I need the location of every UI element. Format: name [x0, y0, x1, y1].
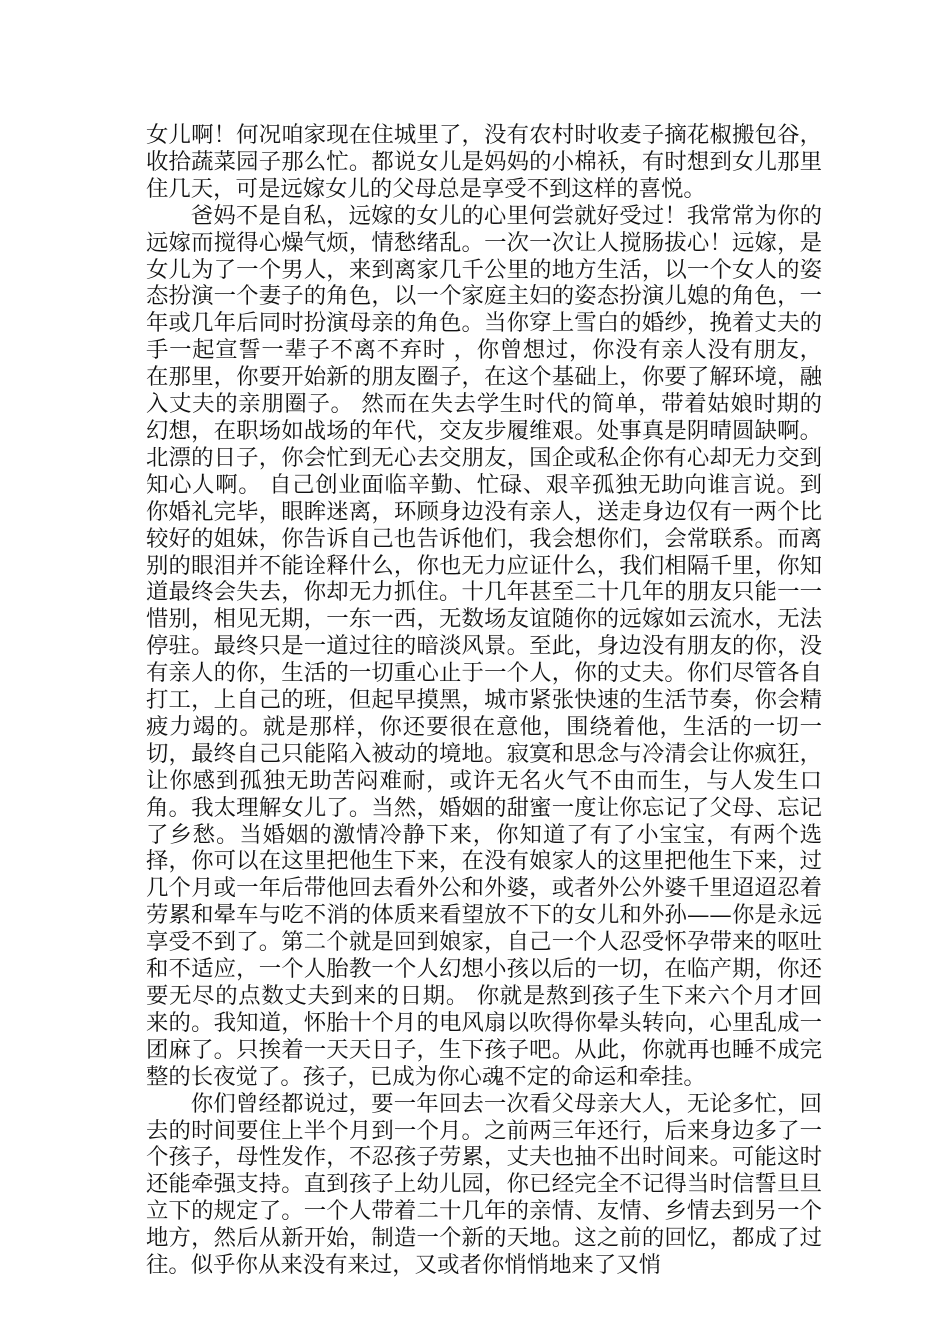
document-page: [146, 122, 822, 1279]
paragraph-2: 爸妈不是自私，远嫁的女儿的心里何尝就好受过！我常常为你的远嫁而搅得心燥气烦，情愁绪乱。一次一次让人搅肠拔心！远嫁，是女儿为了一个男人，来到离家几千公里的地方生活，以一个女人的姿态扮演一个妻子的角色，以一个家庭主妇的姿态扮演儿媳的角色，一年或几年后同时扮演母亲的角色。当你穿上雪白的婚纱，挽着丈夫的手一起宣誓一辈子不离不弃时 ，你曾想过，你没有亲人没有朋友， 在那里，你要开始新的朋友圈子，在这个基础上，你要了解环境，融入丈夫的亲朋圈子。 然而在失去学生时代的简单，带着姑娘时期的幻想，在职场如战场的年代，交友步履维艰。处事真是阴晴圆缺啊。北漂的日子，你会忙到无心去交朋友，国企或私企你有心却无力交到知心人啊。 自己创业面临辛勤、忙碌、艰辛孤独无助向谁言说。到你婚礼完毕，眼眸迷离，环顾身边没有亲人，送走身边仅有一两个比较好的姐妹，你告诉自己也告诉他们，我会想你们，会常联系。而离别的眼泪并不能诠释什么，你也无力应证什么，我们相隔千里，你知道最终会失去，你却无力抓住。十几年甚至二十几年的朋友只能一一惜别，相见无期，一东一西，无数场友谊随你的远嫁如云流水，无法停驻。最终只是一道过往的暗淡风景。至此，身边没有朋友的你，没有亲人的你，生活的一切重心止于一个人，你的丈夫。你们尽管各自打工，上自己的班，但起早摸黑，城市紧张快速的生活节奏，你会精疲力竭的。就是那样，你还要很在意他，围绕着他，生活的一切一切，最终自己只能陷入被动的境地。寂寞和思念与冷清会让你疯狂，让你感到孤独无助苦闷难耐，或许无名火气不由而生，与人发生口角。我太理解女儿了。当然，婚姻的甜蜜一度让你忘记了父母、忘记了乡愁。当婚姻的激情冷静下来，你知道了有了小宝宝，有两个选择，你可以在这里把他生下来，在没有娘家人的这里把他生下来，过几个月或一年后带他回去看外公和外婆，或者外公外婆千里迢迢忍着劳累和晕车与吃不消的体质来看望放不下的女儿和外孙——你是永远享受不到了。第二个就是回到娘家，自己一个人忍受怀孕带来的呕吐和不适应，一个人胎教一个人幻想小孩以后的一切，在临产期，你还要无尽的点数丈夫到来的日期。 你就是熬到孩子生下来六个月才回来的。我知道，怀胎十个月的电风扇以吹得你晕头转向，心里乱成一团麻了。只挨着一天天日子，生下孩子吧。从此，你就再也睡不成完整的长夜觉了。孩子，已成为你心魂不定的命运和牵挂。: [146, 202, 822, 1090]
paragraph-3: 你们曾经都说过，要一年回去一次看父母亲大人，无论多忙，回去的时间要住上半个月到一个月。之前两三年还行，后来身边多了一个孩子，母性发作，不忍孩子劳累，丈夫也抽不出时间来。可能这时还能牵强支持。直到孩子上幼儿园，你已经完全不记得当时信誓旦旦立下的规定了。一个人带着二十几年的亲情、友情、乡情去到另一个地方，然后从新开始，制造一个新的天地。这之前的回忆，都成了过往。似乎你从来没有来过，又或者你悄悄地来了又悄: [146, 1090, 822, 1279]
paragraph-1: 女儿啊！何况咱家现在住城里了，没有农村时收麦子摘花椒搬包谷，收拾蔬菜园子那么忙。都说女儿是妈妈的小棉袄，有时想到女儿那里住几天，可是远嫁女儿的父母总是享受不到这样的喜悦。: [146, 122, 822, 202]
